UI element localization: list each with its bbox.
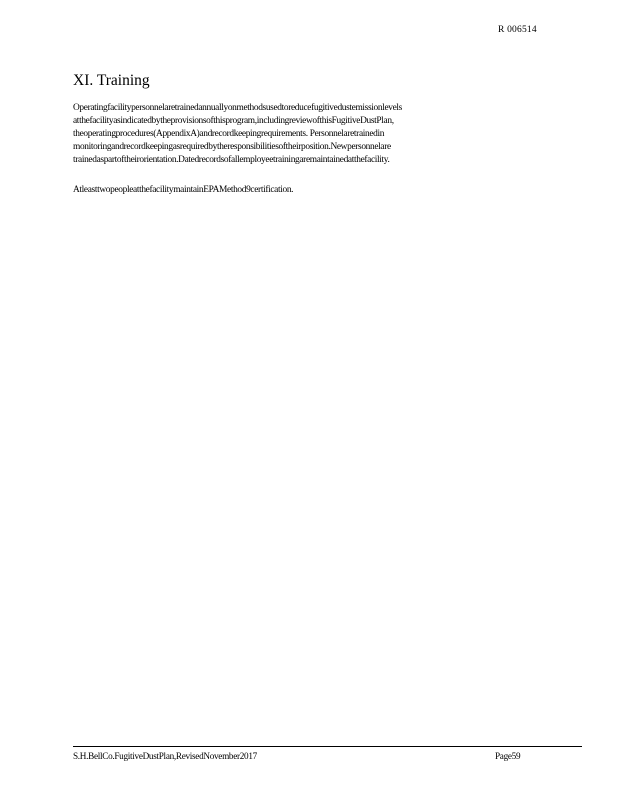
paragraph-line: trainedaspartoftheirorientation.Datedrecordsofallemployeetrainingaremaintainedatthefacility. [73, 155, 390, 166]
paragraph-line: atthefacilityasindicatedbytheprovisionsofthisprogram,includingreviewofthisFugitiveDustPlan, [73, 116, 394, 127]
bates-number: R 006514 [498, 25, 537, 35]
training-paragraph [73, 102, 533, 167]
paragraph-line: Operatingfacilitypersonnelaretrainedannuallyonmethodsusedtoreducefugitivedustemissionlevels [73, 103, 402, 113]
certification-paragraph [73, 184, 533, 197]
footer-page-number: Page59 [495, 751, 521, 761]
footer-document-title: S.H.BellCo.FugitiveDustPlan,RevisedNovember2017 [73, 751, 257, 761]
paragraph-line: AtleasttwopeopleatthefacilitymaintainEPAMethod9certification. [73, 185, 294, 195]
paragraph-line: theoperatingprocedures(AppendixA)andrecordkeepingrequirements. Personnelaretrainedin [73, 129, 385, 140]
section-heading: XI. Training [73, 72, 150, 89]
paragraph-line: monitoringandrecordkeepingasrequiredbytheresponsibilitiesoftheirposition.Newpersonnelare [73, 142, 391, 153]
footer-divider [73, 746, 582, 747]
